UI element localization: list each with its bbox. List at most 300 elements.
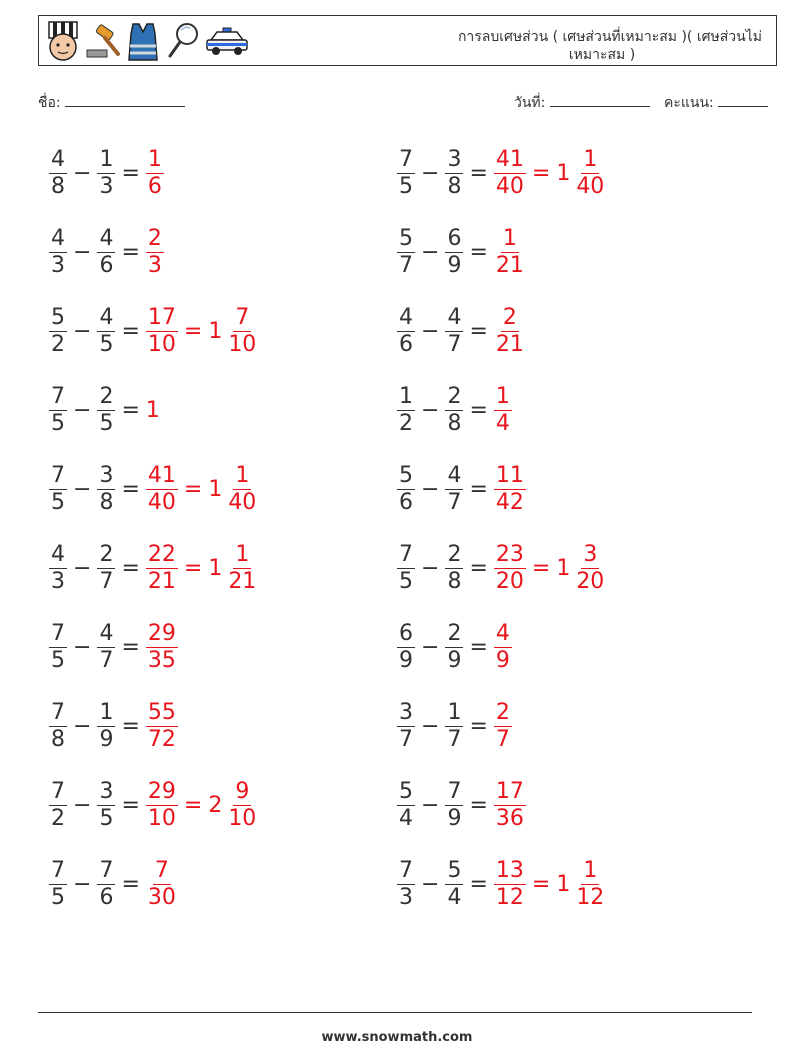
header-icons: [45, 20, 249, 62]
minus-sign: −: [73, 476, 92, 502]
denominator: 7: [399, 726, 413, 752]
equals-sign: =: [183, 318, 203, 344]
denominator: 4: [495, 410, 510, 436]
numerator: 5: [399, 225, 413, 251]
minus-sign: −: [421, 871, 440, 897]
fraction-a: [397, 621, 415, 674]
equals-sign: =: [121, 160, 140, 186]
denominator: 5: [399, 173, 413, 199]
fraction-b: [97, 621, 115, 674]
answer-fraction: [494, 147, 526, 200]
problem-item: [394, 537, 609, 599]
fraction-a: [49, 305, 67, 358]
denominator: 4: [447, 884, 462, 910]
denominator: 21: [495, 252, 524, 278]
numerator: 7: [51, 383, 65, 409]
denominator: 8: [99, 489, 114, 515]
numerator: 41: [495, 146, 524, 172]
denominator: 40: [576, 173, 605, 199]
problem-item: [394, 142, 609, 204]
mixed-whole: 2: [208, 792, 223, 818]
minus-sign: −: [421, 555, 440, 581]
numerator: 4: [99, 225, 114, 251]
answer: [143, 858, 181, 911]
numerator: 17: [495, 778, 524, 804]
score-field[interactable]: [664, 92, 768, 114]
numerator: 3: [447, 146, 462, 172]
numerator: 4: [447, 462, 462, 488]
vest-icon: [125, 20, 161, 62]
answer-fraction: [494, 542, 526, 595]
problem-item: [46, 458, 261, 520]
denominator: 6: [147, 173, 162, 199]
equals-sign: =: [121, 476, 140, 502]
denominator: 10: [228, 805, 257, 831]
denominator: 9: [447, 647, 462, 673]
numerator: 29: [147, 778, 176, 804]
answer-fraction: [494, 858, 526, 911]
equals-sign: =: [469, 160, 488, 186]
fraction-a: [49, 384, 67, 437]
answer-fraction: [494, 226, 526, 279]
denominator: 7: [447, 726, 462, 752]
denominator: 20: [495, 568, 524, 594]
minus-sign: −: [73, 871, 92, 897]
problem-item: [394, 379, 515, 441]
equals-sign: =: [531, 871, 551, 897]
answer-fraction: [494, 779, 526, 832]
denominator: 21: [228, 568, 257, 594]
fraction-b: [445, 542, 463, 595]
denominator: 40: [495, 173, 524, 199]
numerator: 2: [502, 304, 517, 330]
fraction-a: [397, 463, 415, 516]
fraction-b: [445, 147, 463, 200]
denominator: 40: [228, 489, 257, 515]
numerator: 29: [147, 620, 176, 646]
equals-sign: =: [469, 792, 488, 818]
problem-item: [394, 853, 609, 915]
answer-fraction: [146, 700, 178, 753]
denominator: 12: [495, 884, 524, 910]
title-line-1: การลบเศษส่วน ( เศษส่วนที่เหมาะสม )( เศษส่วนไม่: [457, 29, 762, 45]
equals-sign: =: [121, 792, 140, 818]
mixed-whole: 1: [556, 871, 571, 897]
denominator: 10: [147, 805, 176, 831]
numerator: 7: [51, 699, 65, 725]
numerator: 4: [51, 541, 65, 567]
fraction-a: [49, 779, 67, 832]
equals-sign: =: [183, 476, 203, 502]
denominator: 3: [51, 568, 65, 594]
fraction-b: [97, 463, 115, 516]
numerator: 1: [235, 462, 250, 488]
numerator: 1: [583, 857, 598, 883]
fraction-a: [397, 384, 415, 437]
numerator: 4: [99, 620, 114, 646]
denominator: 5: [51, 410, 65, 436]
mixed-whole: 1: [208, 555, 223, 581]
answer: [491, 858, 609, 911]
numerator: 5: [447, 857, 462, 883]
numerator: 7: [51, 857, 65, 883]
denominator: 8: [51, 173, 65, 199]
numerator: 4: [447, 304, 462, 330]
denominator: 4: [399, 805, 413, 831]
denominator: 2: [51, 805, 65, 831]
denominator: 9: [447, 252, 462, 278]
numerator: 4: [51, 225, 65, 251]
minus-sign: −: [421, 397, 440, 423]
denominator: 3: [147, 252, 162, 278]
answer-fraction: [494, 463, 526, 516]
problem-item: [46, 300, 261, 362]
mixed-whole: 1: [208, 318, 223, 344]
numerator: 2: [147, 225, 162, 251]
numerator: 1: [99, 146, 114, 172]
denominator: 9: [447, 805, 462, 831]
numerator: 4: [99, 304, 114, 330]
problem-item: [46, 221, 167, 283]
denominator: 10: [147, 331, 176, 357]
fraction-b: [445, 858, 463, 911]
mixed-fraction: [574, 147, 606, 200]
equals-sign: =: [121, 318, 140, 344]
minus-sign: −: [421, 792, 440, 818]
denominator: 21: [495, 331, 524, 357]
denominator: 9: [495, 647, 510, 673]
mixed-fraction: [574, 858, 606, 911]
answer: [143, 463, 261, 516]
denominator: 2: [51, 331, 65, 357]
fraction-b: [445, 384, 463, 437]
equals-sign: =: [121, 555, 140, 581]
answer: [143, 700, 181, 753]
numerator: 7: [399, 541, 413, 567]
name-blank[interactable]: [65, 92, 185, 107]
denominator: 5: [99, 410, 114, 436]
fraction-a: [397, 779, 415, 832]
numerator: 5: [399, 462, 413, 488]
problem-item: [46, 616, 181, 678]
denominator: 5: [99, 331, 114, 357]
answer: [143, 621, 181, 674]
fraction-b: [97, 542, 115, 595]
date-label: วันที่:: [514, 95, 546, 111]
answer: [491, 147, 609, 200]
minus-sign: −: [73, 555, 92, 581]
numerator: 2: [447, 541, 462, 567]
denominator: 5: [51, 489, 65, 515]
minus-sign: −: [73, 397, 92, 423]
fraction-a: [49, 463, 67, 516]
numerator: 1: [502, 225, 517, 251]
score-label: คะแนน:: [664, 95, 714, 111]
date-field[interactable]: [514, 92, 650, 114]
gavel-icon: [85, 20, 121, 62]
name-field[interactable]: [38, 92, 185, 114]
denominator: 7: [495, 726, 510, 752]
answer-fraction: [146, 542, 178, 595]
mixed-whole: 1: [556, 160, 571, 186]
denominator: 6: [99, 884, 114, 910]
minus-sign: −: [73, 792, 92, 818]
denominator: 40: [147, 489, 176, 515]
equals-sign: =: [121, 634, 140, 660]
problem-item: [394, 300, 529, 362]
score-blank[interactable]: [718, 92, 768, 107]
numerator: 9: [235, 778, 250, 804]
numerator: 41: [147, 462, 176, 488]
equals-sign: =: [469, 397, 488, 423]
mixed-whole: 1: [556, 555, 571, 581]
denominator: 8: [51, 726, 65, 752]
mixed-fraction: [574, 542, 606, 595]
title-line-2: เหมาะสม ): [568, 47, 636, 63]
fraction-b: [97, 226, 115, 279]
numerator: 5: [399, 778, 413, 804]
numerator: 22: [147, 541, 176, 567]
problem-item: [394, 616, 515, 678]
denominator: 10: [228, 331, 257, 357]
denominator: 5: [399, 568, 413, 594]
fraction-b: [97, 305, 115, 358]
answer-fraction: [494, 700, 512, 753]
numerator: 1: [147, 146, 162, 172]
equals-sign: =: [531, 160, 551, 186]
problem-item: [46, 853, 181, 915]
denominator: 30: [147, 884, 176, 910]
fraction-a: [397, 542, 415, 595]
answer: [143, 226, 167, 279]
equals-sign: =: [469, 318, 488, 344]
equals-sign: =: [121, 239, 140, 265]
fraction-b: [445, 779, 463, 832]
date-blank[interactable]: [550, 92, 650, 107]
denominator: 12: [576, 884, 605, 910]
minus-sign: −: [421, 476, 440, 502]
numerator: 2: [495, 699, 510, 725]
answer: [491, 700, 515, 753]
answer: [143, 779, 261, 832]
fraction-b: [97, 779, 115, 832]
fraction-a: [397, 305, 415, 358]
answer-fraction: [494, 305, 526, 358]
numerator: 1: [583, 146, 598, 172]
numerator: 2: [99, 383, 114, 409]
denominator: 20: [576, 568, 605, 594]
numerator: 55: [147, 699, 176, 725]
denominator: 9: [99, 726, 114, 752]
problem-item: [394, 695, 515, 757]
minus-sign: −: [73, 160, 92, 186]
denominator: 7: [99, 568, 114, 594]
numerator: 1: [99, 699, 114, 725]
numerator: 7: [399, 857, 413, 883]
fraction-a: [49, 621, 67, 674]
minus-sign: −: [421, 634, 440, 660]
numerator: 7: [51, 462, 65, 488]
denominator: 6: [99, 252, 114, 278]
denominator: 72: [147, 726, 176, 752]
numerator: 17: [147, 304, 176, 330]
denominator: 7: [447, 331, 462, 357]
numerator: 2: [99, 541, 114, 567]
numerator: 6: [447, 225, 462, 251]
equals-sign: =: [121, 397, 140, 423]
denominator: 7: [447, 489, 462, 515]
fraction-a: [397, 226, 415, 279]
answer-fraction: [146, 621, 178, 674]
equals-sign: =: [121, 713, 140, 739]
fraction-b: [445, 226, 463, 279]
problem-item: [46, 774, 261, 836]
denominator: 42: [495, 489, 524, 515]
numerator: 3: [99, 462, 114, 488]
numerator: 3: [99, 778, 114, 804]
fraction-a: [49, 700, 67, 753]
minus-sign: −: [421, 713, 440, 739]
minus-sign: −: [73, 634, 92, 660]
answer: [491, 621, 515, 674]
answer-fraction: [494, 621, 512, 674]
denominator: 7: [399, 252, 413, 278]
equals-sign: =: [469, 555, 488, 581]
numerator: 3: [583, 541, 598, 567]
mixed-whole: 1: [208, 476, 223, 502]
denominator: 8: [447, 173, 462, 199]
fraction-b: [445, 305, 463, 358]
numerator: 7: [51, 620, 65, 646]
problem-item: [46, 695, 181, 757]
fraction-b: [97, 147, 115, 200]
answer: [491, 226, 529, 279]
numerator: 7: [51, 778, 65, 804]
minus-sign: −: [421, 160, 440, 186]
answer: [143, 398, 161, 423]
problem-item: [394, 774, 529, 836]
name-label: ชื่อ:: [38, 95, 61, 111]
denominator: 7: [99, 647, 114, 673]
answer: [143, 305, 261, 358]
mixed-fraction: [226, 542, 258, 595]
equals-sign: =: [469, 713, 488, 739]
equals-sign: =: [183, 555, 203, 581]
denominator: 35: [147, 647, 176, 673]
equals-sign: =: [469, 871, 488, 897]
equals-sign: =: [469, 476, 488, 502]
numerator: 2: [447, 383, 462, 409]
judge-face-icon: [45, 20, 81, 62]
numerator: 7: [154, 857, 169, 883]
answer: [491, 384, 515, 437]
answer-fraction: [146, 226, 164, 279]
equals-sign: =: [121, 871, 140, 897]
fraction-a: [49, 226, 67, 279]
denominator: 8: [447, 410, 462, 436]
numerator: 3: [399, 699, 413, 725]
denominator: 3: [399, 884, 413, 910]
denominator: 3: [51, 252, 65, 278]
police-car-icon: [205, 20, 249, 62]
answer: [143, 147, 167, 200]
mixed-fraction: [226, 779, 258, 832]
denominator: 3: [99, 173, 114, 199]
fraction-a: [49, 542, 67, 595]
footer-divider: [38, 1012, 752, 1013]
denominator: 36: [495, 805, 524, 831]
numerator: 6: [399, 620, 413, 646]
fraction-b: [97, 700, 115, 753]
numerator: 13: [495, 857, 524, 883]
answer: [491, 779, 529, 832]
fraction-b: [445, 700, 463, 753]
answer-fraction: [146, 305, 178, 358]
minus-sign: −: [73, 239, 92, 265]
numerator: 4: [495, 620, 510, 646]
problem-item: [394, 458, 529, 520]
fraction-a: [397, 858, 415, 911]
answer-fraction: [146, 779, 178, 832]
numerator: 7: [447, 778, 462, 804]
denominator: 5: [51, 884, 65, 910]
denominator: 6: [399, 489, 413, 515]
fraction-b: [445, 621, 463, 674]
denominator: 5: [99, 805, 114, 831]
equals-sign: =: [469, 634, 488, 660]
fraction-a: [49, 858, 67, 911]
denominator: 2: [399, 410, 413, 436]
numerator: 7: [99, 857, 114, 883]
minus-sign: −: [73, 713, 92, 739]
footer-site: www.snowmath.com: [321, 1030, 473, 1045]
answer-fraction: [494, 384, 512, 437]
denominator: 21: [147, 568, 176, 594]
numerator: 4: [399, 304, 413, 330]
worksheet-title: [382, 28, 762, 64]
minus-sign: −: [421, 318, 440, 344]
numerator: 1: [447, 699, 462, 725]
problem-item: [46, 142, 167, 204]
mixed-fraction: [226, 463, 258, 516]
answer: [491, 463, 529, 516]
numerator: 4: [51, 146, 65, 172]
numerator: 7: [399, 146, 413, 172]
fraction-b: [97, 858, 115, 911]
numerator: 5: [51, 304, 65, 330]
numerator: 1: [399, 383, 413, 409]
numerator: 1: [495, 383, 510, 409]
equals-sign: =: [531, 555, 551, 581]
numerator: 7: [235, 304, 250, 330]
equals-sign: =: [183, 792, 203, 818]
fraction-a: [49, 147, 67, 200]
answer: [491, 542, 609, 595]
numerator: 11: [495, 462, 524, 488]
fraction-b: [445, 463, 463, 516]
denominator: 5: [51, 647, 65, 673]
mixed-fraction: [226, 305, 258, 358]
minus-sign: −: [73, 318, 92, 344]
fraction-a: [397, 147, 415, 200]
problem-item: [394, 221, 529, 283]
answer: [143, 542, 261, 595]
answer: [491, 305, 529, 358]
answer-fraction: [146, 147, 164, 200]
header-box: [38, 15, 777, 66]
problem-item: [46, 537, 261, 599]
minus-sign: −: [421, 239, 440, 265]
